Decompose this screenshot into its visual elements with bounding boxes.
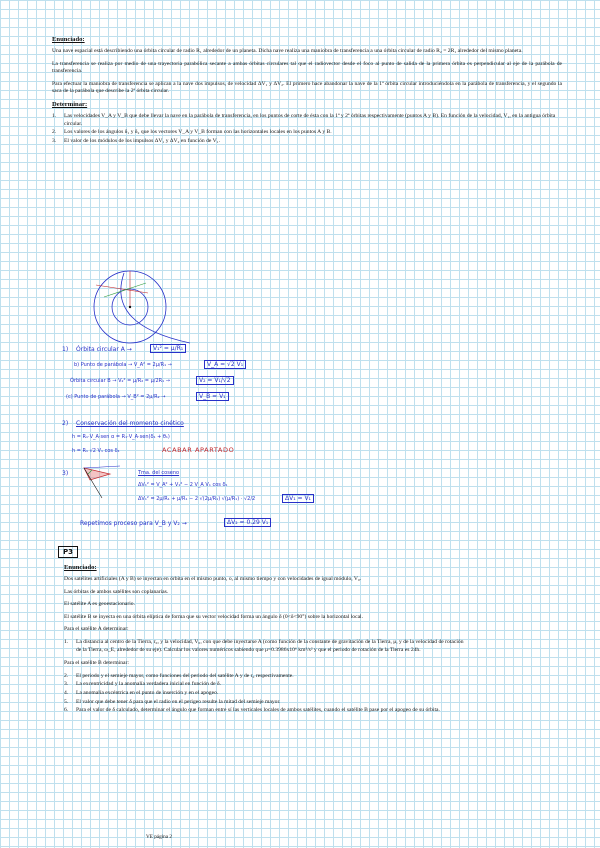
statement-paragraph: Para efectuar la maniobra de transferencia se aplican a la nave dos impulsos, de velocidad ΔV₁ y ΔV₂. El primero hace abandonar la nave de la 1ª órbita circular introduciéndola en la parábola de transferencia, y el segundo la saca de la parábola que describe la 2ª órbita circular.	[52, 80, 562, 95]
planet-focus	[129, 306, 131, 308]
local-horizontal	[104, 283, 146, 297]
hw-result-box: V₁² = μ/R₁	[150, 344, 186, 353]
hw-result-box: V_A = √2 V₁	[204, 360, 246, 369]
hw-line: Tma. del coseno	[138, 470, 180, 476]
statement-paragraph: El satélite A es geoestacionario.	[64, 601, 135, 608]
orbit-transfer-diagram	[86, 265, 196, 345]
list-item: 1. La distancia al centro de la Tierra, r₀, y la velocidad, V₀, con que debe inyectarse A (como función de la constante de gravitación de la Tierra, μ, y de la velocidad de rotación de la Tierra, ω_E, alrededor de su eje). Calcular los valores numéricos sabiendo que μ=0.3986x10⁶ km³/s² y que el periodo de rotación de la Tierra es 24h.	[64, 638, 464, 653]
list-item: 3. La excentricidad y la anomalía verdadera inicial en función de δ.	[64, 681, 222, 688]
hw-step-number: 3)	[62, 470, 69, 477]
list-item: 4. La anomalía excéntrica en el punto de inserción y en el apogeo.	[64, 689, 219, 696]
enunciado-heading: Enunciado:	[52, 36, 85, 43]
statement-paragraph: Una nave espacial está describiendo una órbita circular de radio R₁ alrededor de un planeta. Dicha nave realiza una maniobra de transferencia a una órbita circular de radio R₂ = 2R₁ alrededor del mismo planeta.	[52, 48, 523, 54]
list-item: 5. El valor que debe tener δ para que el radio en el perigeo resulte la mitad del semieje mayor.	[64, 698, 281, 705]
hw-result-box: V_B = V₁	[196, 392, 229, 401]
velocity-vector	[96, 285, 148, 293]
enunciado-heading: Enunciado:	[64, 564, 97, 571]
determinar-heading: Determinar:	[52, 100, 88, 108]
hw-result-box: ΔV₂ = 0.29 V₁	[224, 518, 271, 527]
hw-line: b) Punto de parábola → V_A² = 2μ/R₁ →	[74, 362, 172, 368]
statement-paragraph: El satélite B se inyecta en una órbita elíptica de forma que su vector velocidad forma un ángulo δ (0<δ<90°) sobre la horizontal local.	[64, 613, 363, 620]
hw-line: h = R₁·V_A·sen α = R₁·V_A·sen(δ₁ + θ₁)	[72, 434, 170, 440]
hw-line: ΔV₁² = 2μ/R₁ + μ/R₁ − 2 √(2μ/R₁) √(μ/R₁) · √2/2	[138, 496, 256, 502]
statement-paragraph: Dos satélites artificiales (A y B) se inyectan en órbita en el mismo punto, o, al mismo tiempo y con velocidades de igual módulo, V₀.	[64, 576, 362, 582]
hw-line: Conservación del momento cinético	[76, 420, 184, 427]
hw-result-box: ΔV₁ = V₁	[282, 494, 314, 503]
section-intro: Para el satélite B determinar:	[64, 660, 129, 667]
list-item: 2. El periodo y el semieje mayor, como funciones del periodo del satélite A y de r₀ respectivamente.	[64, 672, 294, 679]
list-item: 3. El valor de los módulos de los impulsos ΔV₁ y ΔV₂ en función de V₁.	[52, 137, 221, 144]
statement-paragraph: La transferencia se realiza por medio de una trayectoria parabólica secante a ambas órbitas circulares tal que el radiovector desde el foco al punto de salida de la primera órbita es perpendicular al eje de la parábola de transferencia.	[52, 60, 562, 75]
list-item: 2. Los valores de los ángulos δ₁ y δ₂ que los vectores V_A y V_B forman con las horizontales locales en los puntos A y B.	[52, 129, 332, 136]
v1-vector	[84, 466, 120, 468]
hw-line: h = R₁ √2 V₁ cos δ₁	[72, 448, 120, 454]
problem-badge: P3	[58, 546, 78, 558]
statement-paragraph: Las órbitas de ambos satélites son coplanarias.	[64, 588, 169, 595]
hw-step-number: 2)	[62, 420, 69, 427]
task-list	[52, 113, 562, 145]
problem-statement-1	[52, 36, 562, 151]
page-footer: VE página 2	[146, 834, 172, 840]
problem-statement-2	[64, 564, 464, 721]
velocity-triangle-diagram	[80, 464, 122, 502]
list-item: 1. Las velocidades V_A y V_B que debe llevar la nave en la parábola de transferencia, en los puntos de corte de ésta con la 1ª y 2ª órbitas respectivamente (puntos A y B). En función de la velocidad, V₁, en la antigua órbita circular.	[52, 112, 556, 127]
hw-line: ΔV₁² = V_A² + V₁² − 2 V_A V₁ cos δ₁	[138, 482, 228, 488]
hw-todo-note: ACABAR APARTADO	[162, 446, 235, 454]
parabolic-trajectory	[121, 273, 190, 343]
task-list-a	[64, 639, 464, 654]
hw-result-box: V₂ = V₁/√2	[196, 376, 234, 385]
hw-line: (c) Punto de parábola → V_B² = 2μ/R₂ →	[66, 394, 166, 400]
list-item: 6. Para el valor de δ calculado, determinar el ángulo que forman entre sí las verticales locales de ambos satélites, cuando el satélite B pase por el apogeo de su órbita.	[64, 707, 440, 714]
section-intro: Para el satélite A determinar:	[64, 626, 129, 633]
hw-step-number: 1)	[62, 346, 69, 353]
hw-line: Órbita circular B → V₂² = μ/R₂ = μ/2R₁ →	[70, 378, 170, 384]
hw-line: Repetimos proceso para V_B y V₂ →	[80, 520, 187, 527]
task-list-b	[64, 673, 464, 715]
hw-line: Órbita circular A →	[76, 346, 132, 353]
